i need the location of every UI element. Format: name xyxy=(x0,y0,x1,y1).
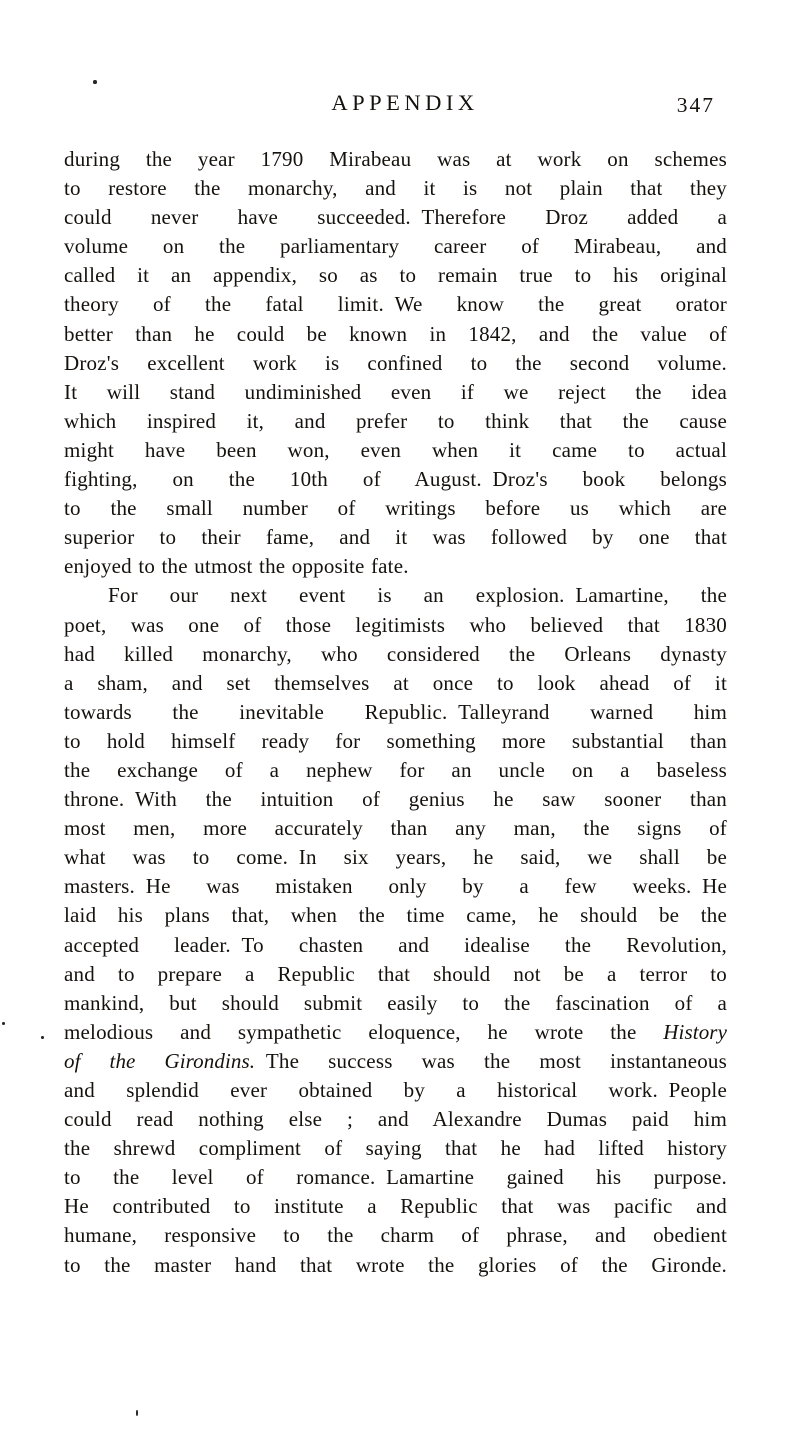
page-number: 347 xyxy=(676,93,715,117)
text-run: Droz's excellent work is confined to the second volume. xyxy=(64,350,727,375)
scan-speck-artifact xyxy=(93,80,97,84)
text-line xyxy=(64,349,727,378)
text-run: melodious and sympathetic eloquence, he wrote the xyxy=(64,1019,664,1044)
text-run: volume on the parliamentary career of Mirabeau, and xyxy=(64,234,727,259)
text-run: fighting, on the 10th of August. Droz's book belongs xyxy=(64,467,727,492)
italic-book-title: of the Girondins. xyxy=(64,1048,256,1073)
text-line xyxy=(64,232,727,261)
text-run: the shrewd compliment of saying that he had lifted history xyxy=(64,1136,727,1161)
text-run: mankind, but should submit easily to the fascination of a xyxy=(64,990,727,1015)
italic-book-title: History xyxy=(663,1019,727,1044)
text-line xyxy=(64,669,727,698)
text-run: enjoyed to the utmost the opposite fate. xyxy=(64,554,409,579)
scan-speck-artifact xyxy=(136,1410,138,1416)
text-line xyxy=(64,581,727,610)
text-line xyxy=(64,843,727,872)
text-line xyxy=(64,814,727,843)
text-line xyxy=(64,1163,727,1192)
text-line xyxy=(64,203,727,232)
text-run: throne. With the intuition of genius he saw sooner than xyxy=(64,787,727,812)
text-run: during the year 1790 Mirabeau was at work on schemes xyxy=(64,147,727,171)
text-run: the exchange of a nephew for an uncle on a baseless xyxy=(64,757,727,782)
text-line xyxy=(64,1221,727,1250)
text-line xyxy=(64,494,727,523)
text-line xyxy=(64,145,727,174)
text-run: could never have succeeded. Therefore Droz added a xyxy=(64,205,727,230)
text-line xyxy=(64,872,727,901)
text-line xyxy=(64,378,727,407)
text-run: to the level of romance. Lamartine gained his purpose. xyxy=(64,1165,727,1190)
text-line xyxy=(64,960,727,989)
text-line xyxy=(64,290,727,319)
text-line xyxy=(64,407,727,436)
text-run: superior to their fame, and it was followed by one that xyxy=(64,525,727,550)
text-line xyxy=(64,931,727,960)
text-run: could read nothing else ; and Alexandre Dumas paid him xyxy=(64,1107,727,1132)
page-header xyxy=(64,90,727,118)
text-body xyxy=(64,145,727,1280)
text-line xyxy=(64,1192,727,1221)
text-run: laid his plans that, when the time came, he should be the xyxy=(64,903,727,928)
text-line xyxy=(64,640,727,669)
text-line xyxy=(64,901,727,930)
text-line xyxy=(64,785,727,814)
text-line xyxy=(64,1076,727,1105)
text-run: theory of the fatal limit. We know the great orator xyxy=(64,292,727,317)
text-run: to hold himself ready for something more substantial than xyxy=(64,728,727,753)
text-run: It will stand undiminished even if we reject the idea xyxy=(64,379,727,404)
text-run: towards the inevitable Republic. Talleyrand warned him xyxy=(64,699,727,724)
text-run: humane, responsive to the charm of phrase, and obedient xyxy=(64,1223,727,1248)
text-line xyxy=(64,436,727,465)
text-line xyxy=(64,1134,727,1163)
text-run: and to prepare a Republic that should not be a terror to xyxy=(64,961,727,986)
text-run: For our next event is an explosion. Lamartine, the xyxy=(108,583,727,608)
text-run: better than he could be known in 1842, and the value of xyxy=(64,321,727,346)
text-line xyxy=(64,698,727,727)
text-line xyxy=(64,1047,727,1076)
text-line xyxy=(64,320,727,349)
text-run: The success was the most instantaneous xyxy=(255,1048,727,1073)
text-line xyxy=(64,989,727,1018)
text-run: had killed monarchy, who considered the Orleans dynasty xyxy=(64,641,727,666)
text-run: what was to come. In six years, he said, we shall be xyxy=(64,845,727,870)
scan-speck-artifact xyxy=(2,1022,5,1025)
text-run: most men, more accurately than any man, the signs of xyxy=(64,816,727,841)
text-run: to restore the monarchy, and it is not plain that they xyxy=(64,176,727,201)
text-run: masters. He was mistaken only by a few weeks. He xyxy=(64,874,727,899)
text-line xyxy=(64,465,727,494)
text-run: which inspired it, and prefer to think that the cause xyxy=(64,408,727,433)
text-run: called it an appendix, so as to remain true to his original xyxy=(64,263,727,288)
text-line xyxy=(64,552,727,581)
text-run: might have been won, even when it came to actual xyxy=(64,437,727,462)
text-line xyxy=(64,727,727,756)
text-line xyxy=(64,756,727,785)
text-line xyxy=(64,611,727,640)
text-run: poet, was one of those legitimists who believed that 1830 xyxy=(64,612,727,637)
text-run: to the master hand that wrote the glories of the Gironde. xyxy=(64,1252,727,1277)
running-head-title: APPENDIX xyxy=(331,90,479,115)
scan-speck-artifact xyxy=(41,1036,44,1039)
text-line xyxy=(64,1105,727,1134)
text-line xyxy=(64,261,727,290)
text-line xyxy=(64,1251,727,1280)
text-line xyxy=(64,174,727,203)
text-line xyxy=(64,1018,727,1047)
text-line xyxy=(64,523,727,552)
text-run: and splendid ever obtained by a historical work. People xyxy=(64,1078,727,1102)
text-run: a sham, and set themselves at once to look ahead of it xyxy=(64,670,727,695)
text-run: He contributed to institute a Republic that was pacific and xyxy=(64,1194,727,1219)
text-run: accepted leader. To chasten and idealise the Revolution, xyxy=(64,932,727,957)
text-run: to the small number of writings before us which are xyxy=(64,496,727,521)
